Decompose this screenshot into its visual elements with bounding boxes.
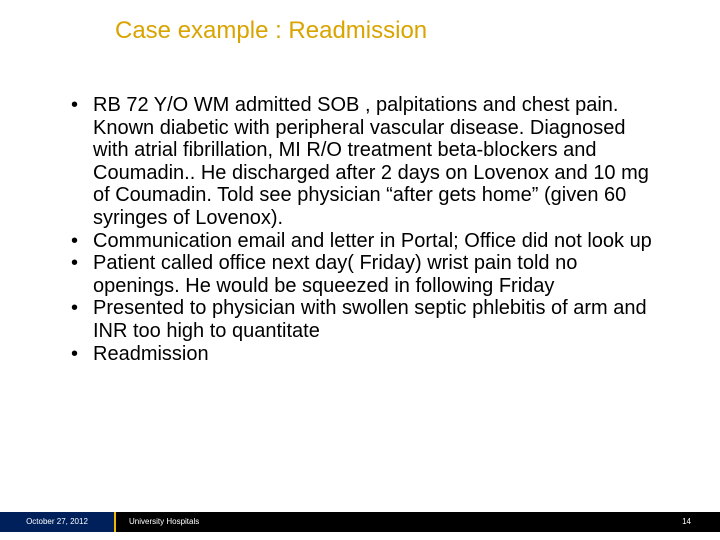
bullet-icon: • <box>71 342 79 365</box>
bullet-text: Patient called office next day( Friday) wrist pain told no openings. He would be squeezed in following Friday <box>93 252 578 297</box>
bullet-icon: • <box>71 297 79 320</box>
footer-divider <box>114 512 116 532</box>
bullet-item <box>58 230 658 253</box>
bullet-item <box>58 297 658 342</box>
slide-title: Case example : Readmission <box>115 17 428 44</box>
bullet-icon: • <box>71 94 79 116</box>
footer-bar <box>0 512 720 532</box>
bullet-item <box>58 94 658 230</box>
footer-date: October 27, 2012 <box>0 512 114 532</box>
page-number: 14 <box>682 517 691 526</box>
bullet-item <box>58 252 658 297</box>
bullet-list <box>58 94 658 365</box>
bullet-text: Readmission <box>93 342 209 365</box>
footer-organization: University Hospitals <box>129 517 200 526</box>
bullet-text: RB 72 Y/O WM admitted SOB , palpitations and chest pain. Known diabetic with peripheral vascular disease. Diagnosed with atrial fibrillation, MI R/O treatment beta-blockers and Coumadin.. He discharged after 2 days on Lovenox and 10 mg of Coumadin. Told see physician “after gets home” (given 60 syringes of Lovenox). <box>93 94 649 229</box>
bullet-icon: • <box>71 252 79 275</box>
bullet-item <box>58 343 658 366</box>
bullet-icon: • <box>71 229 79 252</box>
bullet-text: Presented to physician with swollen septic phlebitis of arm and INR too high to quantitate <box>93 297 647 342</box>
bullet-text: Communication email and letter in Portal; Office did not look up <box>93 229 652 252</box>
